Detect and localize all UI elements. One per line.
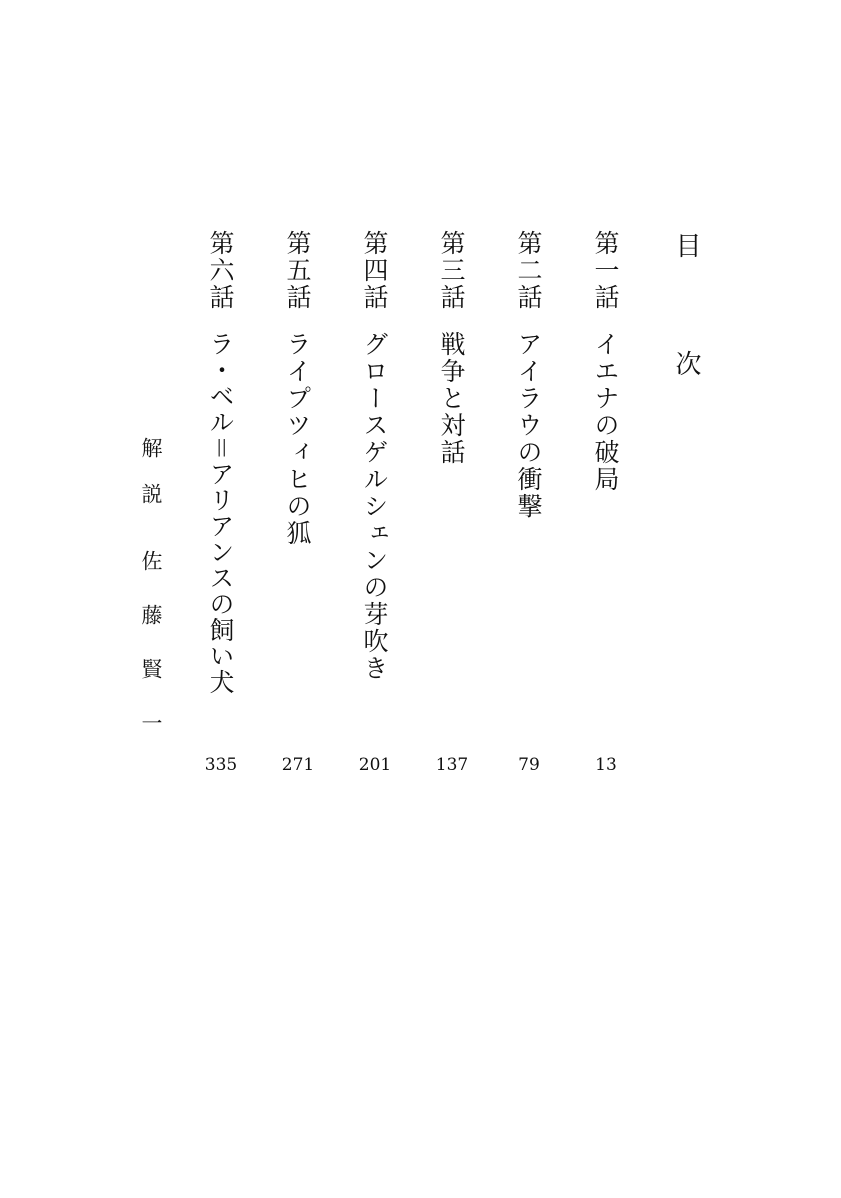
chapter-label: 第一話 — [591, 230, 620, 311]
chapter-page-number: 335 — [204, 755, 238, 775]
chapter-title: ラ・ベル＝アリアンスの飼い犬 — [206, 331, 235, 695]
chapter-page-number: 271 — [281, 755, 315, 775]
chapter-page-number: 201 — [358, 755, 392, 775]
chapter-label: 第五話 — [283, 230, 312, 311]
chapter-label: 第六話 — [206, 230, 235, 311]
chapter-title: イエナの破局 — [591, 331, 620, 493]
chapter-title: アイラウの衝撃 — [514, 331, 543, 520]
chapter-page-number: 13 — [595, 755, 617, 775]
chapter-title: ライプツィヒの狐 — [283, 331, 312, 547]
chapter-title: グロースゲルシェンの芽吹き — [360, 331, 389, 682]
chapter-title: 戦争と対話 — [437, 331, 466, 466]
commentary-label: 解説 — [139, 437, 163, 529]
chapter-label: 第四話 — [360, 230, 389, 311]
chapter-label: 第三話 — [437, 230, 466, 311]
chapter-label: 第二話 — [514, 230, 543, 311]
commentary-author: 佐藤賢一 — [139, 550, 163, 766]
chapter-page-number: 79 — [518, 755, 540, 775]
toc-title: 目次 — [671, 232, 701, 468]
chapter-page-number: 137 — [435, 755, 469, 775]
